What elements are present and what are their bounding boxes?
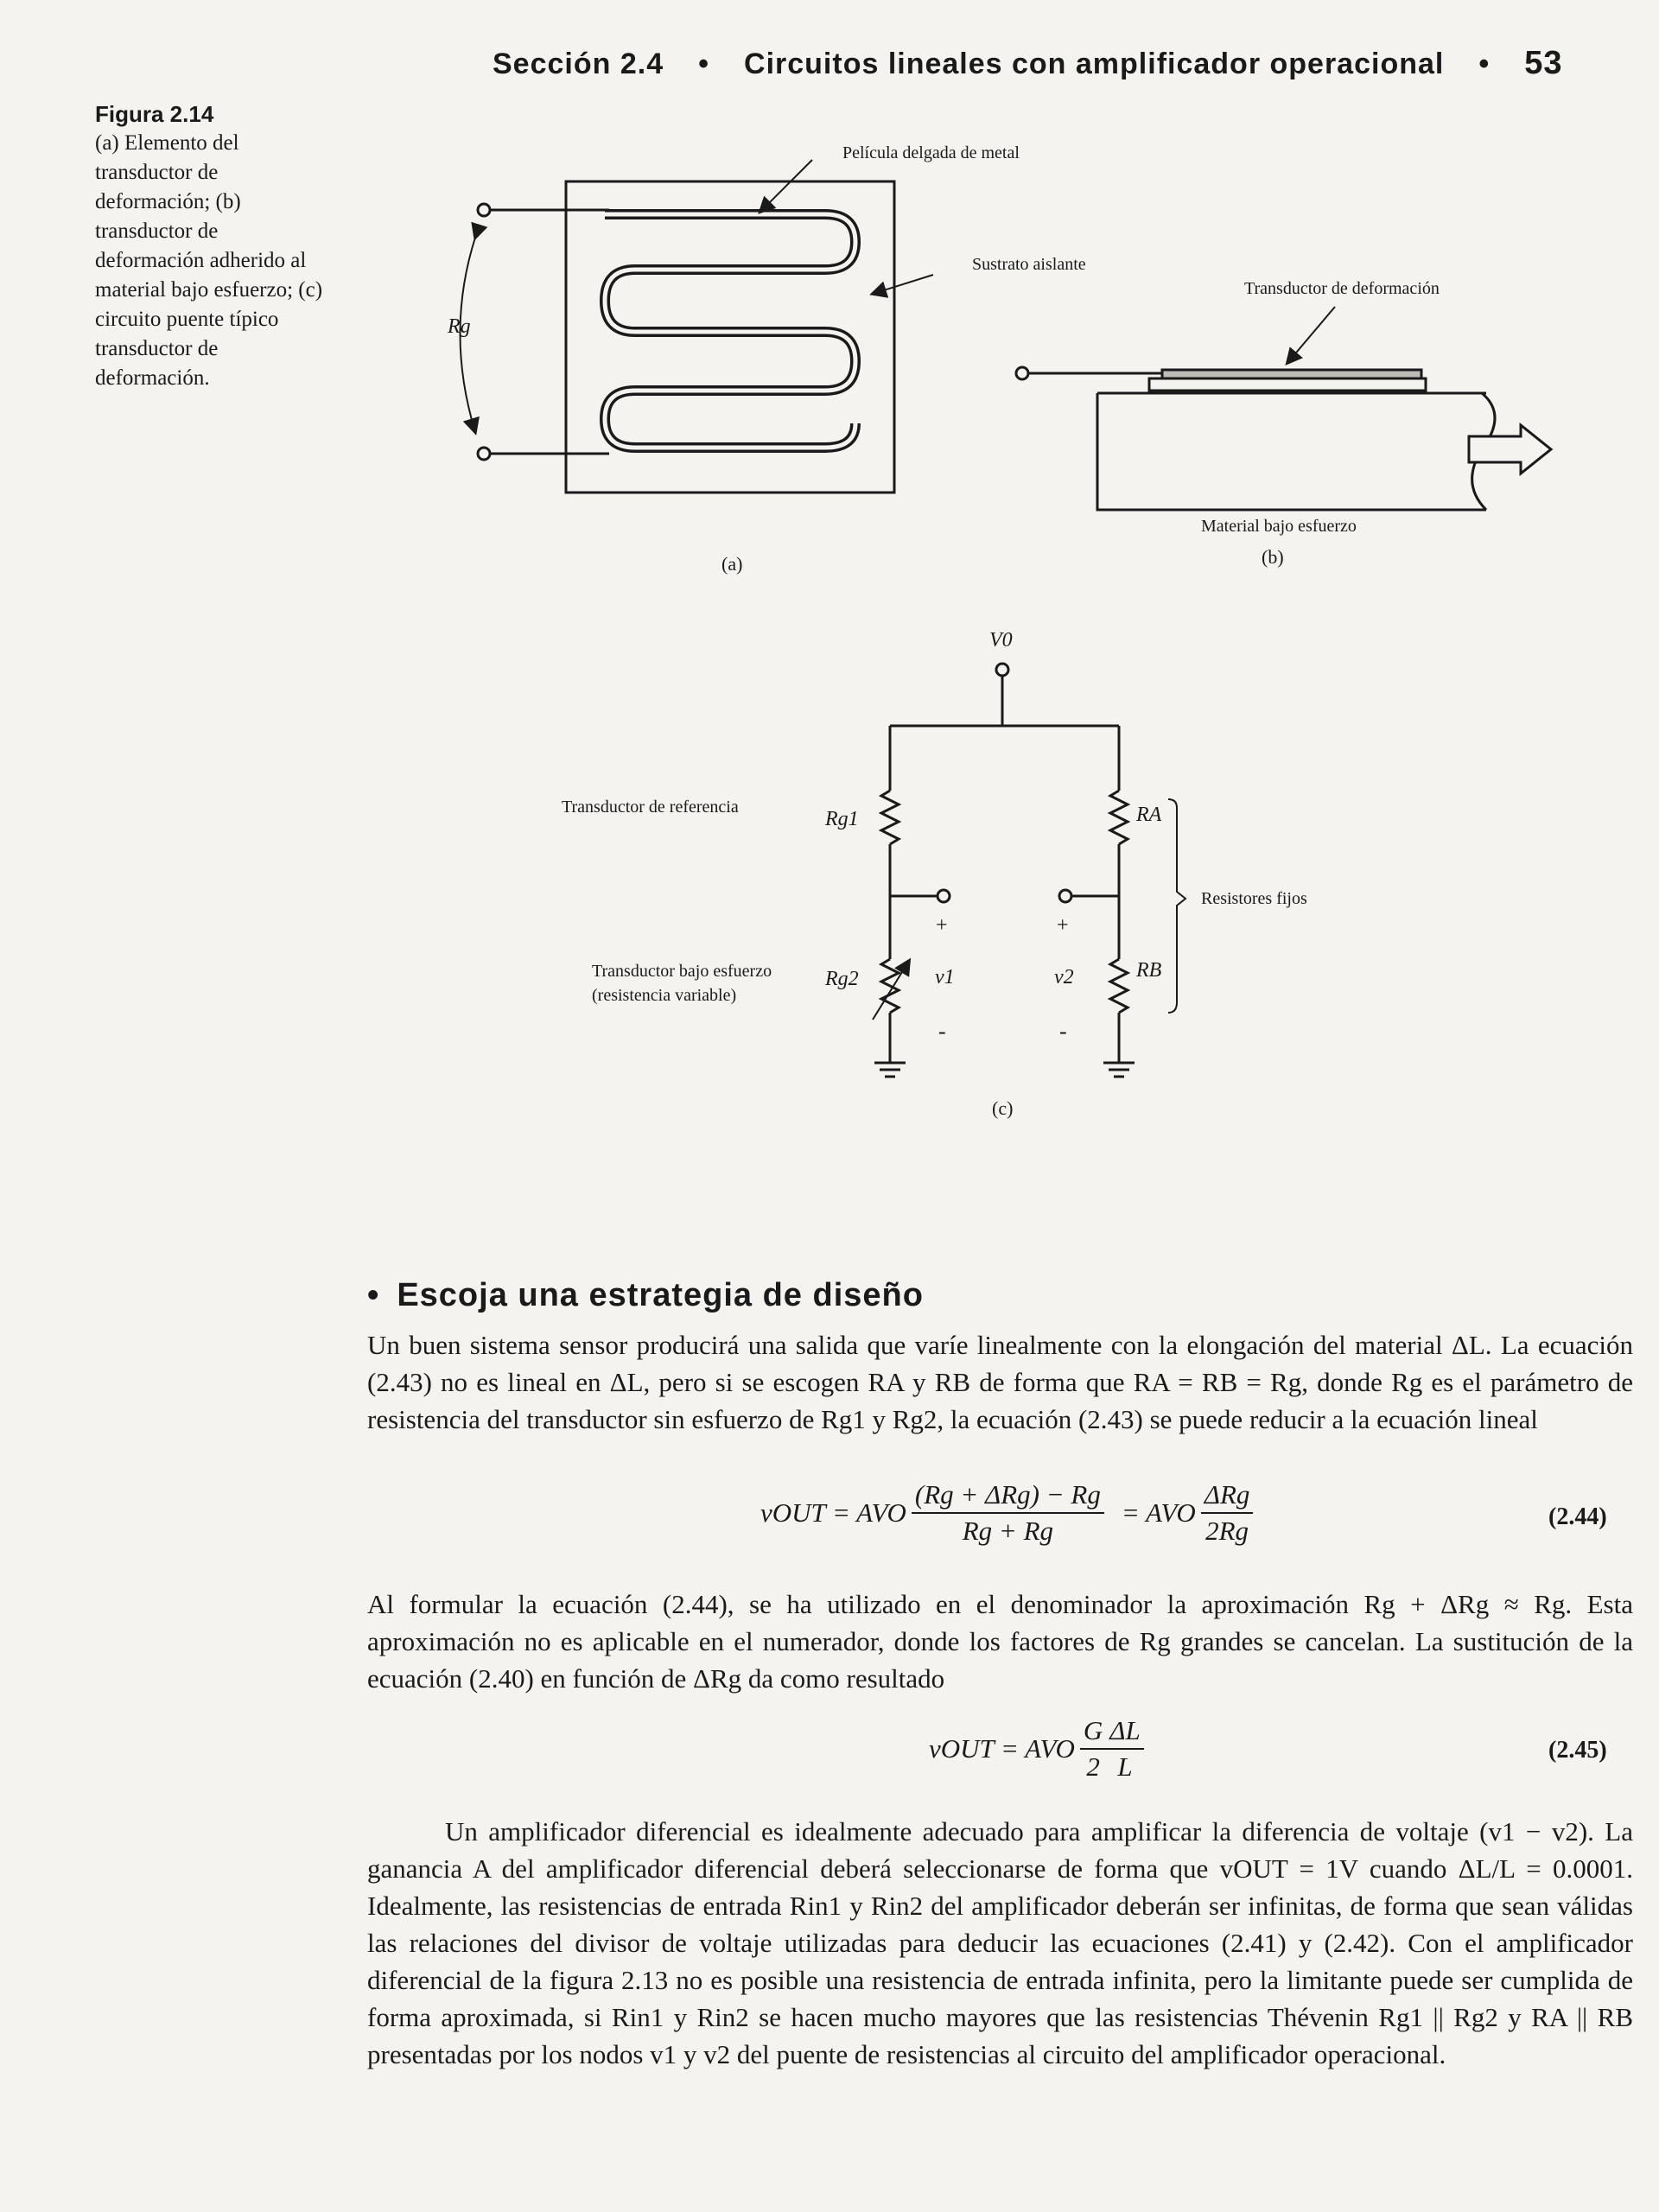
sublabel-a: (a): [721, 553, 743, 575]
equation-2-45: [929, 1715, 1149, 1783]
header-title: Circuitos lineales con amplificador operacional: [744, 48, 1445, 80]
node-v1: [938, 890, 950, 902]
rg-label: Rg: [448, 315, 471, 338]
resistor-rg1: [881, 791, 899, 844]
paragraph-2: Al formular la ecuación (2.44), se ha utilizado en el denominador la aproximación Rg + ΔRg ≈ Rg. Esta aproximación no es aplicable en el numerador, donde los factores de Rg grandes se cancelan. La sustitución de la ecuación (2.40) en función de ΔRg da como resultado: [367, 1589, 1633, 1694]
bonded-gauge: [1016, 307, 1551, 510]
resistor-ra: [1110, 791, 1128, 844]
figure-caption-text: (a) Elemento del transductor de deformación; (b) transductor de deformación adherido al material bajo esfuerzo; (c) circuito puente típico transductor de deformación.: [95, 131, 323, 390]
terminal-bottom: [478, 448, 490, 460]
bridge-circuit: [873, 664, 1185, 1077]
paragraph-1: Un buen sistema sensor producirá una salida que varíe linealmente con la elongación del material ΔL. La ecuación (2.43) no es lineal en ΔL, pero si se escogen RA y RB de forma que RA = RB = Rg, donde Rg es el parámetro de resistencia del transductor sin esfuerzo de Rg1 y Rg2, la ecuación (2.43) se puede reducir a la ecuación lineal: [367, 1330, 1633, 1434]
equation-number-2-45: (2.45): [1548, 1737, 1607, 1764]
eq245-fraction-1: [1080, 1715, 1106, 1783]
figure-label: Figura 2.14: [95, 101, 214, 127]
eq245-lhs: vOUT = AVO: [929, 1733, 1075, 1764]
transducer-label: Transductor de deformación: [1244, 279, 1440, 298]
stress-transducer-label: Transductor bajo esfuerzo: [592, 962, 772, 981]
eq245-den1: 2: [1086, 1751, 1100, 1782]
eq245-num1: G: [1080, 1715, 1106, 1750]
v2-label: v2: [1054, 966, 1074, 988]
header-bullet-2: •: [1478, 48, 1491, 80]
v2-minus: -: [1059, 1019, 1067, 1044]
sublabel-b: (b): [1262, 546, 1284, 568]
sublabel-c: (c): [992, 1097, 1014, 1119]
node-v2: [1059, 890, 1071, 902]
eq245-fraction-2: [1106, 1715, 1143, 1783]
eq244-lhs: vOUT = AVO: [760, 1497, 906, 1528]
ra-label: RA: [1136, 804, 1162, 826]
material-body: [1097, 393, 1486, 510]
eq244-fraction-2: [1201, 1479, 1254, 1547]
transducer-pointer: [1287, 307, 1335, 363]
metal-film-inner: [605, 214, 855, 448]
resistor-rb: [1110, 959, 1128, 1013]
fixed-resistors-label: Resistores fijos: [1201, 889, 1307, 908]
eq244-den1: Rg + Rg: [962, 1516, 1054, 1546]
rg1-label: Rg1: [825, 808, 859, 830]
equation-number-2-44: (2.44): [1548, 1503, 1607, 1530]
material-label: Material bajo esfuerzo: [1201, 517, 1357, 536]
film-label: Película delgada de metal: [842, 143, 1020, 162]
variable-resistance-label: (resistencia variable): [592, 986, 737, 1005]
strain-gauge-element: [461, 160, 934, 493]
section-heading: [367, 1277, 924, 1314]
vo-terminal: [996, 664, 1008, 676]
eq244-den2: 2Rg: [1205, 1516, 1249, 1546]
eq244-num2: ΔRg: [1201, 1479, 1254, 1514]
film-pointer: [760, 160, 812, 212]
rb-label: RB: [1136, 959, 1162, 982]
section-title: Escoja una estrategia de diseño: [397, 1277, 924, 1313]
resistor-rg2: [881, 959, 899, 1013]
eq244-num1: (Rg + ΔRg) − Rg: [912, 1479, 1104, 1514]
paragraph-3: Un amplificador diferencial es idealmente adecuado para amplificar la diferencia de voltaje (v1 − v2). La ganancia A del amplificador diferencial deberá seleccionarse de forma que vOUT = 1V cuando ΔL/L = 0.0001. Idealmente, las resistencias de entrada Rin1 y Rin2 del amplificador deberán ser infinitas, de forma que sean válidas las relaciones del divisor de voltaje utilizadas para deducir las ecuaciones (2.41) y (2.42). Con el amplificador diferencial de la figura 2.13 no es posible una resistencia de entrada infinita, pero la limitante puede ser cumplida de forma aproximada, si Rin1 y Rin2 se hacen mucho mayores que las resistencias Thévenin Rg1 || Rg2 y RA || RB presentadas por los nodos v1 y v2 del puente de resistencias al circuito del amplificador operacional.: [367, 1816, 1633, 2069]
equation-2-44: [760, 1479, 1258, 1547]
substrate-pointer: [873, 275, 933, 294]
v1-label: v1: [935, 966, 955, 988]
ref-transducer-label: Transductor de referencia: [562, 798, 739, 817]
v1-plus: +: [936, 914, 948, 937]
force-arrow: [1469, 425, 1551, 474]
substrate-label: Sustrato aislante: [972, 255, 1086, 274]
vo-label: V0: [989, 629, 1013, 652]
rg2-label: Rg2: [825, 968, 859, 990]
page-number: 53: [1524, 45, 1563, 81]
section-bullet: •: [367, 1277, 380, 1313]
fixed-resistors-bracket: [1168, 799, 1185, 1013]
eq244-fraction-1: [912, 1479, 1104, 1547]
eq245-den2: L: [1117, 1751, 1133, 1782]
terminal-top: [478, 204, 490, 216]
gauge-terminal: [1016, 367, 1028, 379]
header-bullet: •: [698, 48, 710, 80]
eq245-num2: ΔL: [1106, 1715, 1143, 1750]
header-section: Sección 2.4: [493, 48, 664, 80]
v1-minus: -: [938, 1019, 946, 1044]
v2-plus: +: [1057, 914, 1069, 937]
eq244-mid: = AVO: [1121, 1497, 1196, 1528]
gauge-backing: [1149, 378, 1426, 391]
